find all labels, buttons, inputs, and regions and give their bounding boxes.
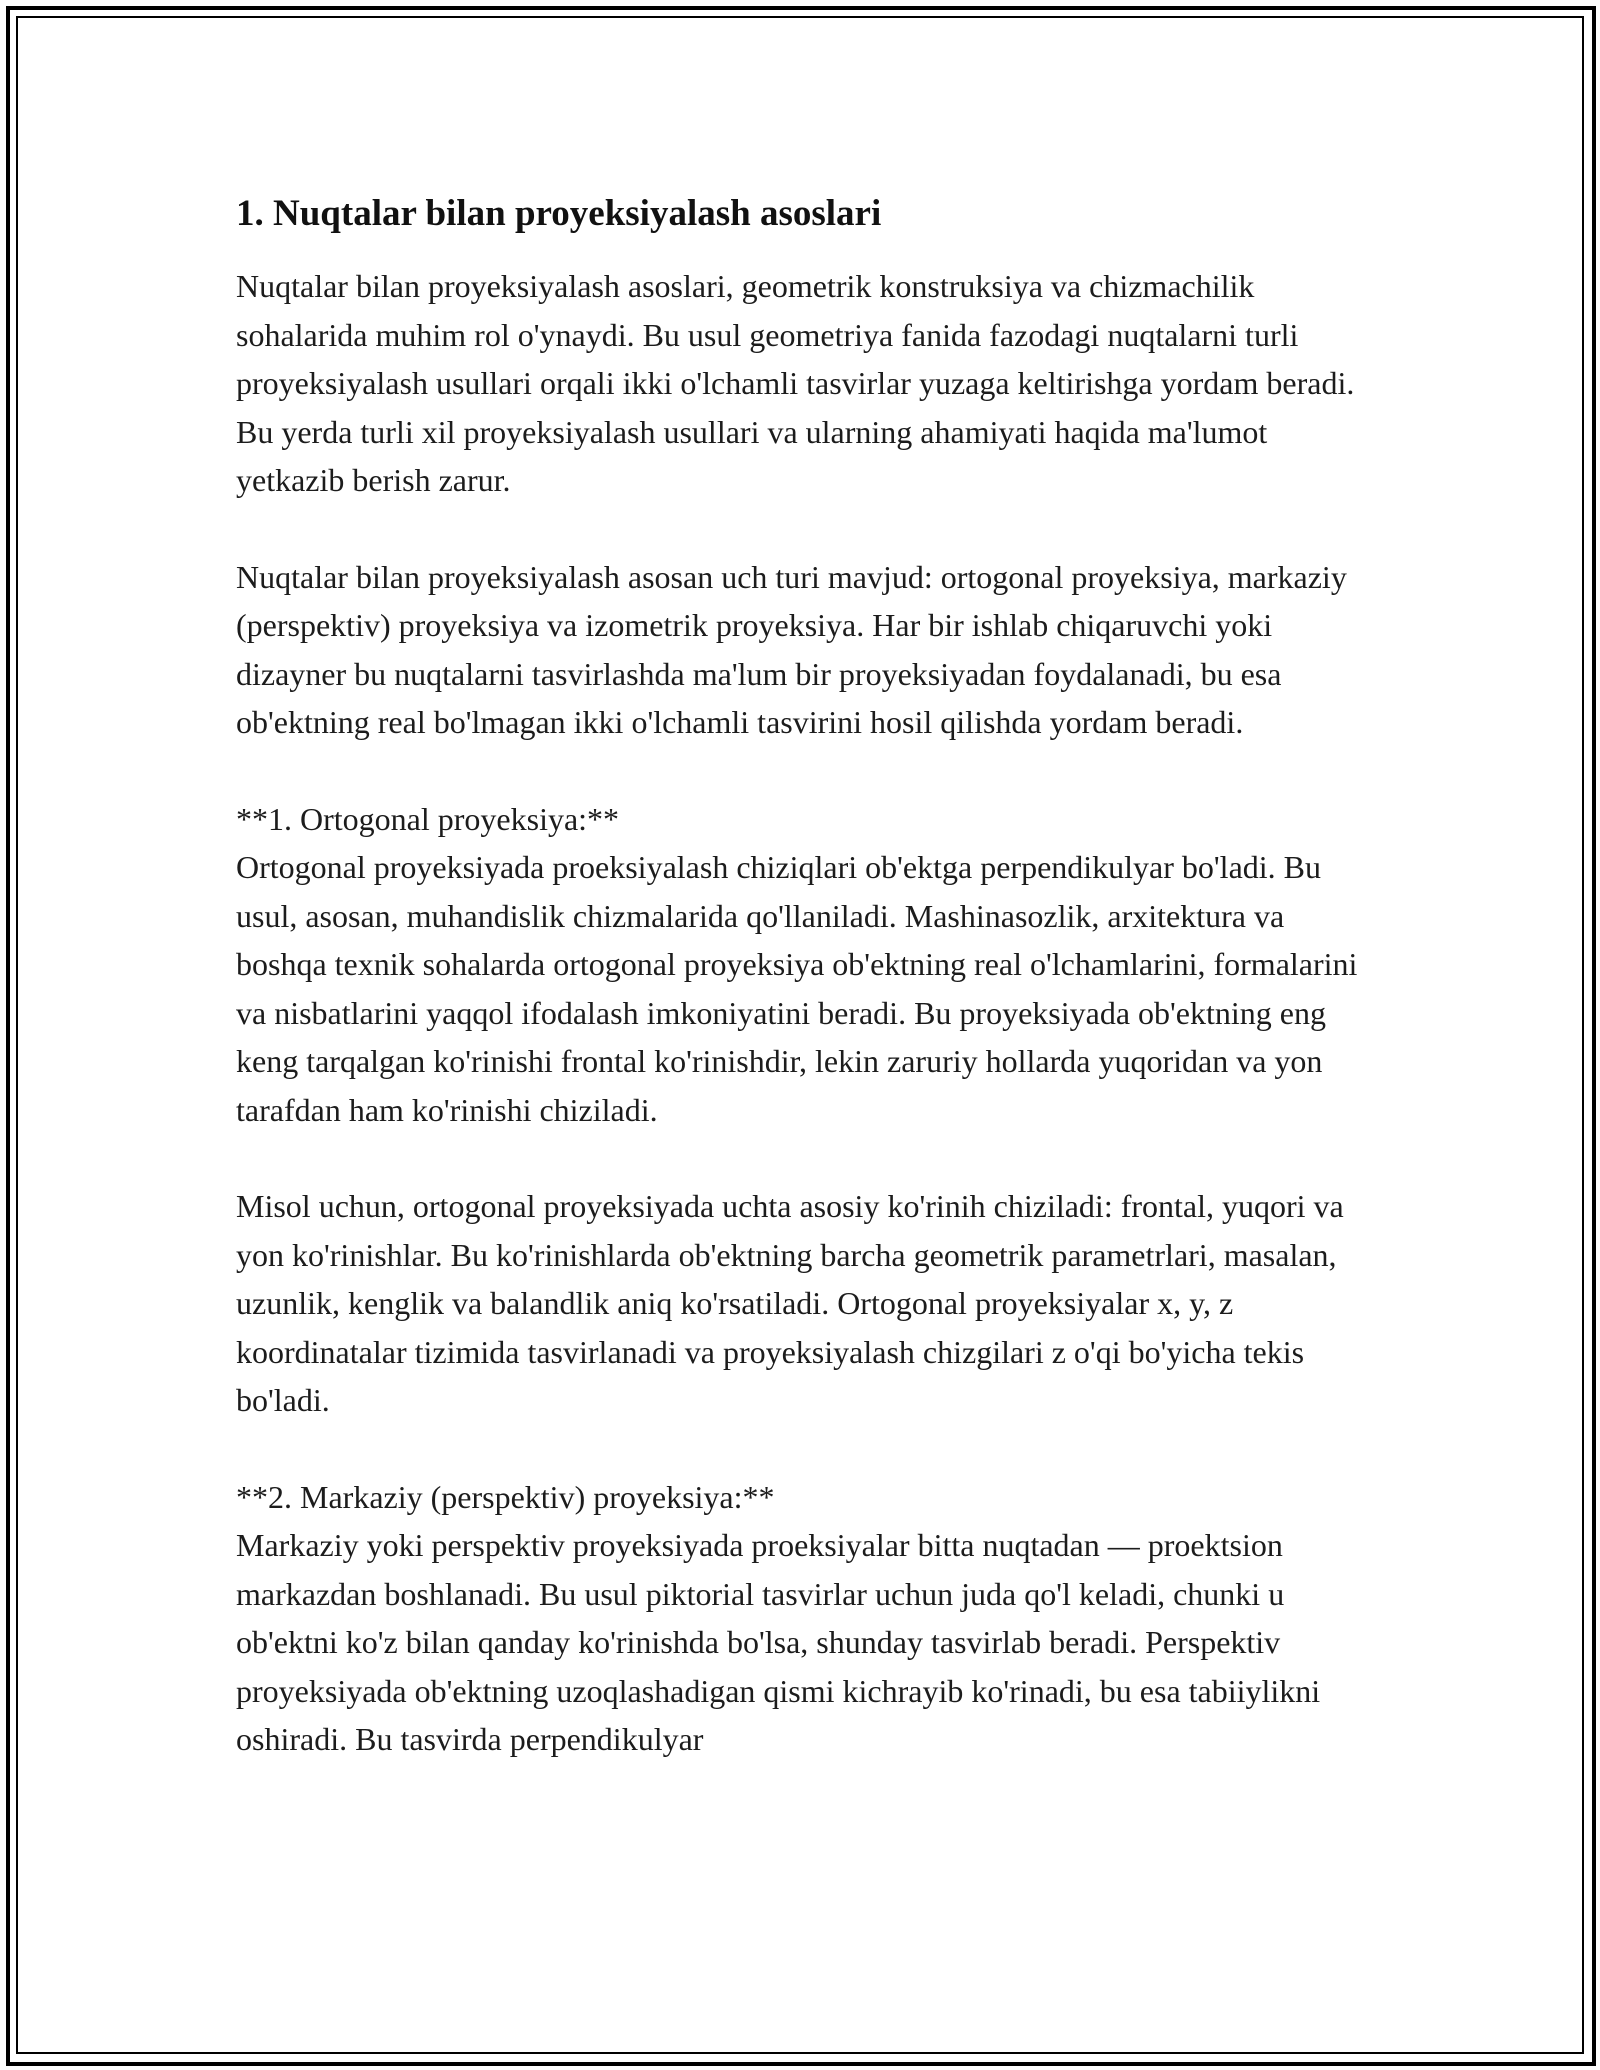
types-paragraph: Nuqtalar bilan proyeksiyalash asosan uch turi mavjud: ortogonal proyeksiya, markaziy (perspektiv) proyeksiya va izometrik proyeksiya. Har bir ishlab chiqaruvchi yoki dizayner bu nuqtalarni tasvirlashda ma'lum bir proyeksiyadan foydalanadi, bu esa ob'ektning real bo'lmagan ikki o'lchamli tasvirini hosil qilishda yordam beradi. — [236, 558, 1347, 740]
perspective-label: **2. Markaziy (perspektiv) proyeksiya:** — [236, 1478, 775, 1515]
document-body — [236, 188, 1376, 1812]
section-heading: 1. Nuqtalar bilan proyeksiyalash asoslari — [236, 193, 882, 234]
orthogonal-body: Ortogonal proyeksiyada proeksiyalash chiziqlari ob'ektga perpendikulyar bo'ladi. Bu usul, asosan, muhandislik chizmalarida qo'llaniladi. Mashinasozlik, arxitektura va boshqa texnik sohalarda ortogonal proyeksiya ob'ektning real o'lchamlarini, formalarini va nisbatlarini yaqqol ifodalash imkoniyatini beradi. Bu proyeksiyada ob'ektning eng keng tarqalgan ko'rinishi frontal ko'rinishdir, lekin zaruriy hollarda yuqoridan va yon tarafdan ham ko'rinishi chiziladi. — [236, 849, 1358, 1128]
perspective-section — [236, 1473, 1376, 1764]
perspective-body: Markaziy yoki perspektiv proyeksiyada proeksiyalar bitta nuqtadan — proektsion markazdan boshlanadi. Bu usul piktorial tasvirlar uchun juda qo'l keladi, chunki u ob'ektni ko'z bilan qanday ko'rinishda bo'lsa, shunday tasvirlab beradi. Perspektiv proyeksiyada ob'ektning uzoqlashadigan qismi kichrayib ko'rinadi, bu esa tabiiylikni oshiradi. Bu tasvirda perpendikulyar — [236, 1527, 1321, 1757]
intro-paragraph: Nuqtalar bilan proyeksiyalash asoslari, geometrik konstruksiya va chizmachilik sohalarida muhim rol o'ynaydi. Bu usul geometriya fanida fazodagi nuqtalarni turli proyeksiyalash usullari orqali ikki o'lchamli tasvirlar yuzaga keltirishga yordam beradi. Bu yerda turli xil proyeksiyalash usullari va ularning ahamiyati haqida ma'lumot yetkazib berish zarur. — [236, 268, 1355, 498]
orthogonal-example-paragraph: Misol uchun, ortogonal proyeksiyada uchta asosiy ko'rinih chiziladi: frontal, yuqori va yon ko'rinishlar. Bu ko'rinishlarda ob'ektning barcha geometrik parametrlari, masalan, uzunlik, kenglik va balandlik aniq ko'rsatiladi. Ortogonal proyeksiyalar x, y, z koordinatalar tizimida tasvirlanadi va proyeksiyalash chizgilari z o'qi bo'yicha tekis bo'ladi. — [236, 1188, 1344, 1418]
orthogonal-label: **1. Ortogonal proyeksiya:** — [236, 800, 620, 837]
orthogonal-section — [236, 795, 1376, 1135]
